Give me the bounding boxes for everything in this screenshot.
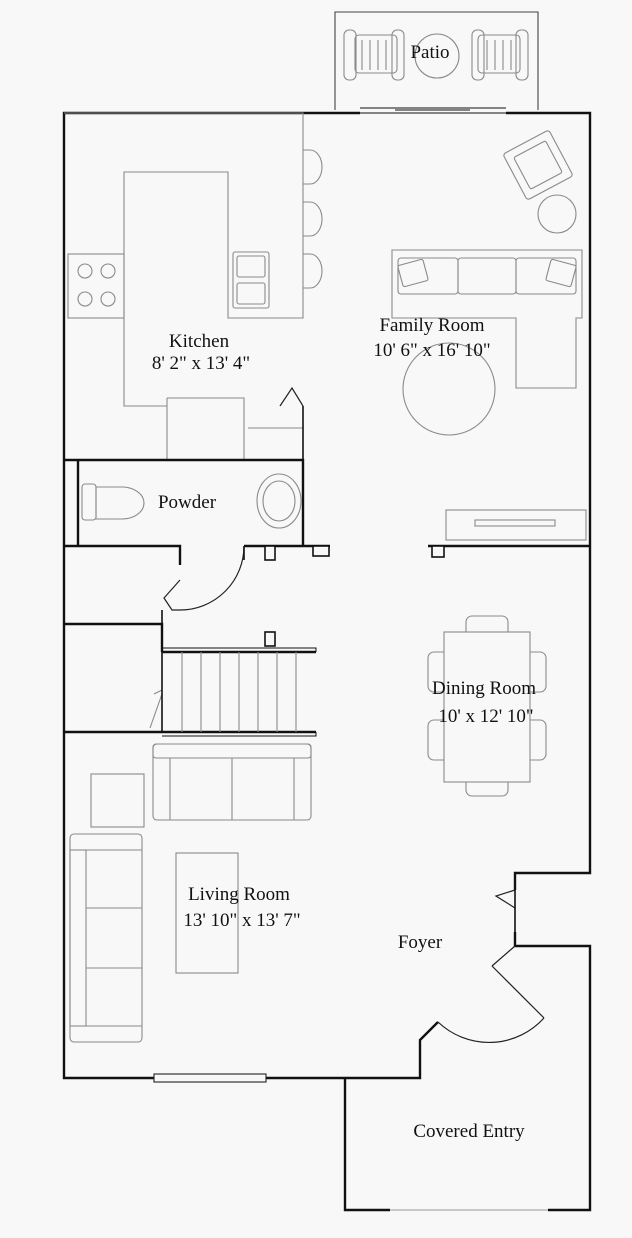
- bar-stools: [303, 150, 322, 288]
- patio-label: Patio: [410, 42, 450, 63]
- stove: [68, 254, 124, 318]
- living-room-label: Living Room: [188, 884, 290, 905]
- patio-chair-left: [344, 30, 404, 80]
- tv-console: [446, 510, 586, 540]
- kitchen-label: Kitchen: [168, 331, 230, 352]
- dining-room-dimensions: 10' x 12' 10": [438, 706, 534, 727]
- powder-label: Powder: [157, 492, 217, 513]
- powder-room: [64, 460, 303, 546]
- staircase: [150, 632, 316, 736]
- living-room-dimensions: 13' 10" x 13' 7": [183, 910, 301, 931]
- family-room-dimensions: 10' 6" x 16' 10": [373, 340, 491, 361]
- side-table: [538, 195, 576, 233]
- vanity-sink: [257, 474, 301, 528]
- family-room-label: Family Room: [379, 315, 485, 336]
- covered-entry-label: Covered Entry: [413, 1121, 525, 1142]
- dining-room: [428, 616, 546, 796]
- kitchen-sink: [233, 252, 269, 308]
- end-table: [91, 774, 144, 827]
- foyer-label: Foyer: [397, 932, 443, 953]
- kitchen-dimensions: 8' 2" x 13' 4": [151, 353, 251, 374]
- patio-chair-right: [472, 30, 528, 80]
- armchair: [503, 130, 573, 200]
- foyer: [398, 890, 544, 1042]
- family-room: [373, 130, 586, 540]
- covered-entry: [413, 1121, 525, 1142]
- kitchen: [64, 113, 322, 460]
- loveseat: [153, 744, 311, 820]
- toilet: [82, 484, 144, 520]
- living-room: [70, 744, 311, 1042]
- dining-room-label: Dining Room: [432, 678, 536, 699]
- sofa: [70, 834, 142, 1042]
